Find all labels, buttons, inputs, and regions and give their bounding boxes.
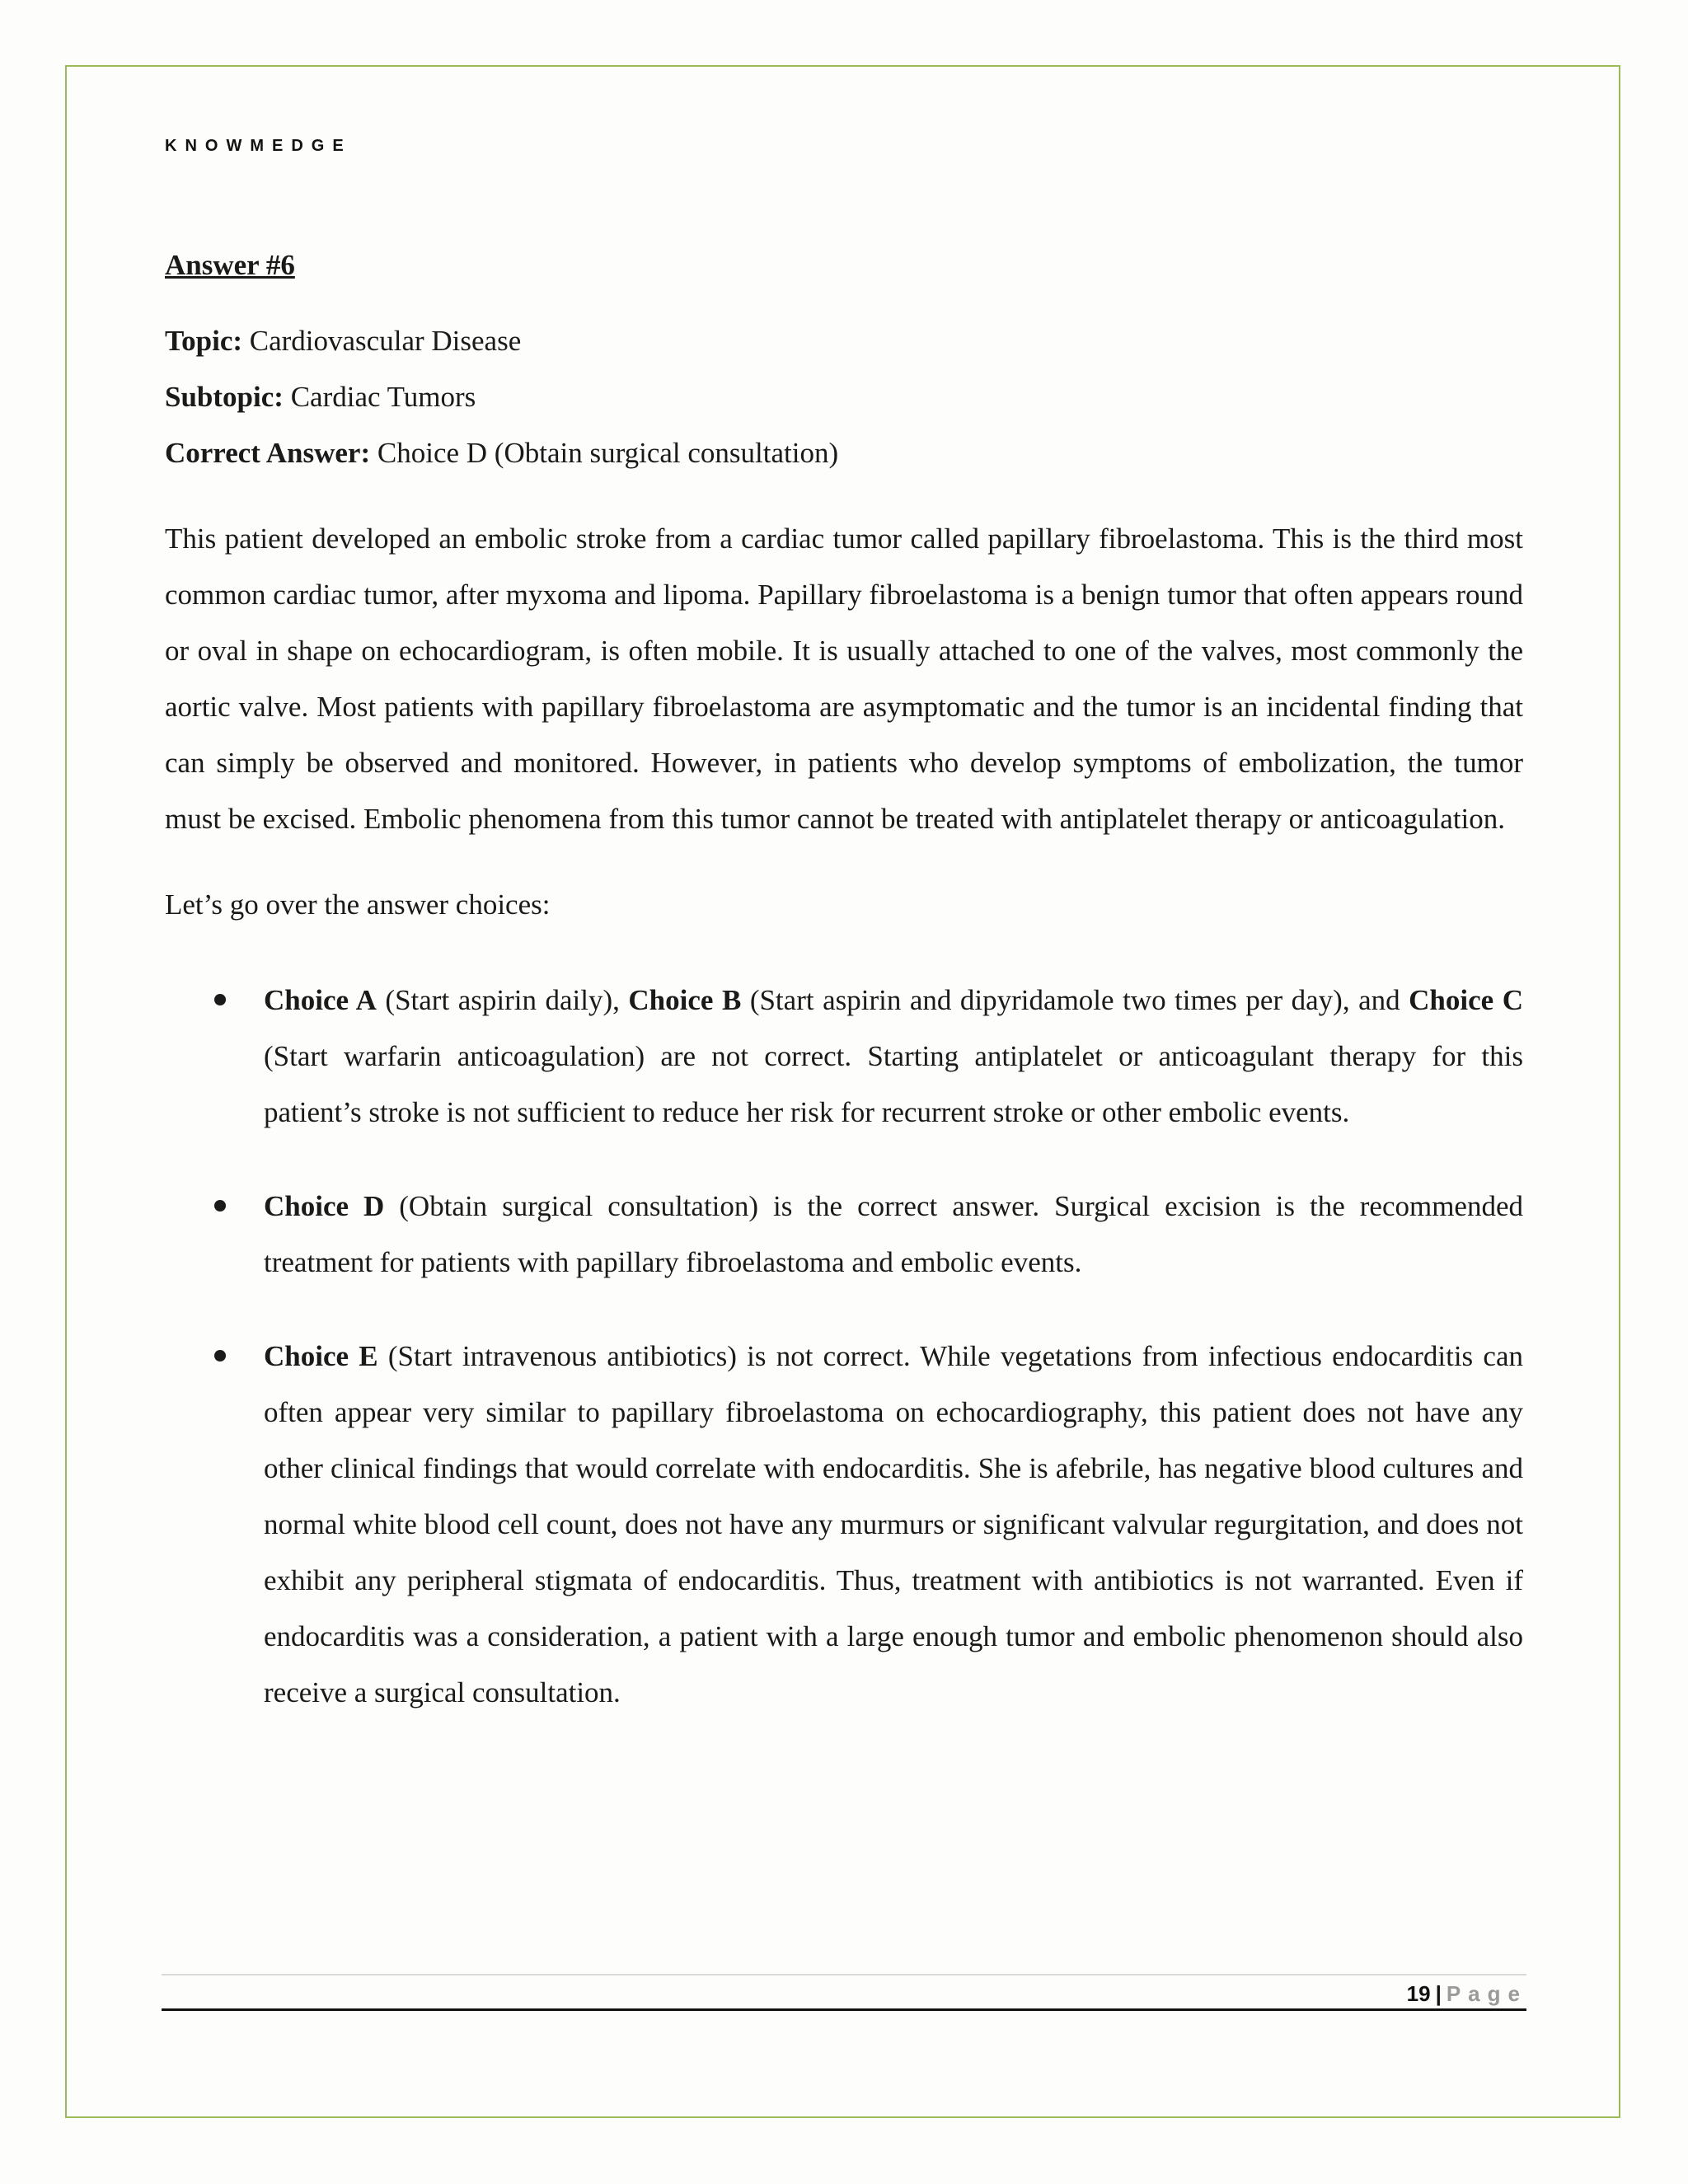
page-word: Page	[1446, 1981, 1527, 2006]
choices-intro: Let’s go over the answer choices:	[165, 888, 551, 921]
footer-divider-light	[162, 1974, 1526, 1975]
correct-answer-value: Choice D (Obtain surgical consultation)	[377, 437, 839, 469]
topic-value: Cardiovascular Disease	[249, 325, 522, 357]
header-brand: KNOWMEDGE	[165, 137, 352, 155]
choice-d-label: Choice D	[264, 1190, 385, 1222]
topic-line	[165, 313, 1523, 369]
page-number	[1407, 1981, 1527, 2007]
topic-label: Topic:	[165, 325, 243, 357]
footer-divider	[162, 2008, 1526, 2011]
list-item	[165, 1329, 1523, 1721]
bullet-icon	[214, 1350, 226, 1361]
choice-d-text: (Obtain surgical consultation) is the correct answer. Surgical excision is the recommended treatment for patients with papillary fibroelastoma and embolic events.	[264, 1190, 1523, 1278]
choice-c-label: Choice C	[1409, 984, 1523, 1016]
page-number-separator: |	[1435, 1981, 1442, 2006]
subtopic-value: Cardiac Tumors	[290, 381, 476, 413]
choice-a-text: (Start aspirin daily),	[376, 984, 629, 1016]
correct-answer-label: Correct Answer:	[165, 437, 371, 469]
bullet-icon	[214, 1200, 226, 1212]
choice-e-text: (Start intravenous antibiotics) is not correct. While vegetations from infectious endocarditis can often appear very similar to papillary fibroelastoma on echocardiography, this patient does not have any other clinical findings that would correlate with endocarditis. She is afebrile, has negative blood cultures and normal white blood cell count, does not have any murmurs or significant valvular regurgitation, and does not exhibit any peripheral stigmata of endocarditis. Thus, treatment with antibiotics is not warranted. Even if endocarditis was a consideration, a patient with a large enough tumor and embolic phenomenon should also receive a surgical consultation.	[264, 1340, 1523, 1708]
page-number-value: 19	[1406, 1981, 1431, 2006]
subtopic-line	[165, 369, 1523, 425]
answer-meta	[165, 313, 1523, 481]
explanation-paragraph: This patient developed an embolic stroke from a cardiac tumor called papillary fibroelastoma. This is the third most common cardiac tumor, after myxoma and lipoma. Papillary fibroelastoma is a benign tumor that often appears round or oval in shape on echocardiogram, is often mobile. It is usually attached to one of the valves, most commonly the aortic valve. Most patients with papillary fibroelastoma are asymptomatic and the tumor is an incidental finding that can simply be observed and monitored. However, in patients who develop symptoms of embolization, the tumor must be excised. Embolic phenomena from this tumor cannot be treated with antiplatelet therapy or anticoagulation.	[165, 523, 1523, 835]
correct-answer-line	[165, 425, 1523, 481]
choice-e-label: Choice E	[264, 1340, 378, 1372]
choices-list	[165, 972, 1523, 1721]
choice-b-label: Choice B	[628, 984, 742, 1016]
answer-title: Answer #6	[165, 249, 295, 281]
document-content	[165, 244, 1523, 1759]
subtopic-label: Subtopic:	[165, 381, 284, 413]
choice-b-text: (Start aspirin and dipyridamole two times per day), and	[741, 984, 1409, 1016]
list-item	[165, 972, 1523, 1141]
bullet-icon	[214, 994, 226, 1005]
list-item	[165, 1179, 1523, 1291]
choice-c-text: (Start warfarin anticoagulation) are not correct. Starting antiplatelet or anticoagulant therapy for this patient’s stroke is not sufficient to reduce her risk for recurrent stroke or other embolic events.	[264, 1040, 1523, 1128]
choice-a-label: Choice A	[264, 984, 377, 1016]
